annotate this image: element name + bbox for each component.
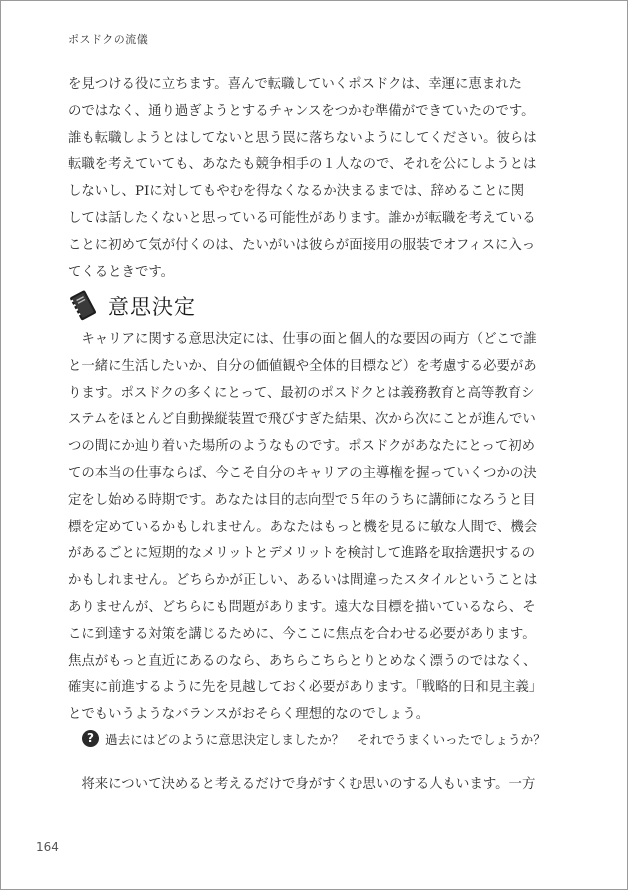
text-line: 転職を考えていても、あなたも競争相手の１人なので、それを公にしようとは [68, 157, 537, 173]
section-title: 意思決定 [108, 295, 196, 319]
text-line: つの間にか辿り着いた場所のようなものです。ポスドクがあなたにとって初め [68, 439, 536, 455]
text-line: しては話したくないと思っている可能性があります。誰かが転職を考えている [68, 210, 536, 226]
text-line: こに到達する対策を講じるために、今ここに焦点を合わせる必要があります。 [68, 626, 536, 642]
text-line: ります。ポスドクの多くにとって、最初のポスドクとは義務教育と高等教育シ [68, 385, 535, 401]
text-line: のではなく、通り過ぎようとするチャンスをつかむ準備ができていたのです。 [68, 103, 535, 119]
text-line: しないし、PIに対してもやむを得なくなるか決まるまでは、辞めることに関 [68, 184, 525, 200]
paragraph-2 [68, 327, 553, 729]
paragraph-1 [68, 72, 553, 286]
text-line: があるごとに短期的なメリットとデメリットを検討して進路を取捨選択するの [68, 546, 536, 562]
text-line: 焦点がもっと直近にあるのなら、あちらこちらとりとめなく漂うのではなく、 [68, 653, 537, 669]
text-line: キャリアに関する意思決定には、仕事の面と個人的な要因の両方（どこで誰 [68, 332, 537, 347]
page-number: 164 [36, 840, 59, 854]
text-line: 標を定めているかもしれません。あなたはもっと機を見るに敏な人間で、機会 [68, 519, 538, 535]
text-line: ことに初めて気が付くのは、たいがいは彼らが面接用の服装でオフィスに入っ [68, 237, 536, 253]
text-line: を見つける役に立ちます。喜んで転職していくポスドクは、幸運に恵まれた [68, 77, 522, 92]
paragraph-3 [68, 772, 553, 799]
reflection-question [82, 727, 546, 749]
text-line: てくるときです。 [68, 264, 175, 280]
text-line: と一緒に生活したいか、自分の価値観や全体的目標など）を考慮する必要があ [68, 358, 537, 374]
question-icon: ? [82, 730, 99, 747]
running-header: ポスドクの流儀 [68, 33, 149, 46]
text-line: かもしれません。どちらかが正しい、あるいは間違ったスタイルということは [68, 573, 538, 589]
notebook-icon [66, 288, 102, 324]
question-text: 過去にはどのように意思決定しましたか？ それでうまくいったでしょうか？ [105, 731, 546, 747]
text-line: 将来について決めると考えるだけで身がすくむ思いのする人もいます。一方 [68, 777, 536, 792]
section-heading [66, 288, 196, 324]
text-line: ありませんが、どちらにも問題があります。遠大な目標を描いているなら、そ [68, 599, 536, 615]
text-line: 確実に前進するように先を見越しておく必要があります。「戦略的日和見主義」 [68, 680, 543, 696]
text-line: ステムをほとんど自動操縦装置で飛びすぎた結果、次から次にことが進んでい [68, 412, 536, 428]
text-line: 定をし始める時期です。あなたは目的志向型で５年のうちに講師になろうと目 [68, 492, 536, 508]
text-line: 誰も転職しようとはしてないと思う罠に落ちないようにしてください。彼らは [68, 130, 537, 146]
text-line: とでもいうようなバランスがおそらく理想的なのでしょう。 [68, 707, 430, 723]
text-line: ての本当の仕事ならば、今こそ自分のキャリアの主導権を握っていくつかの決 [68, 465, 537, 481]
